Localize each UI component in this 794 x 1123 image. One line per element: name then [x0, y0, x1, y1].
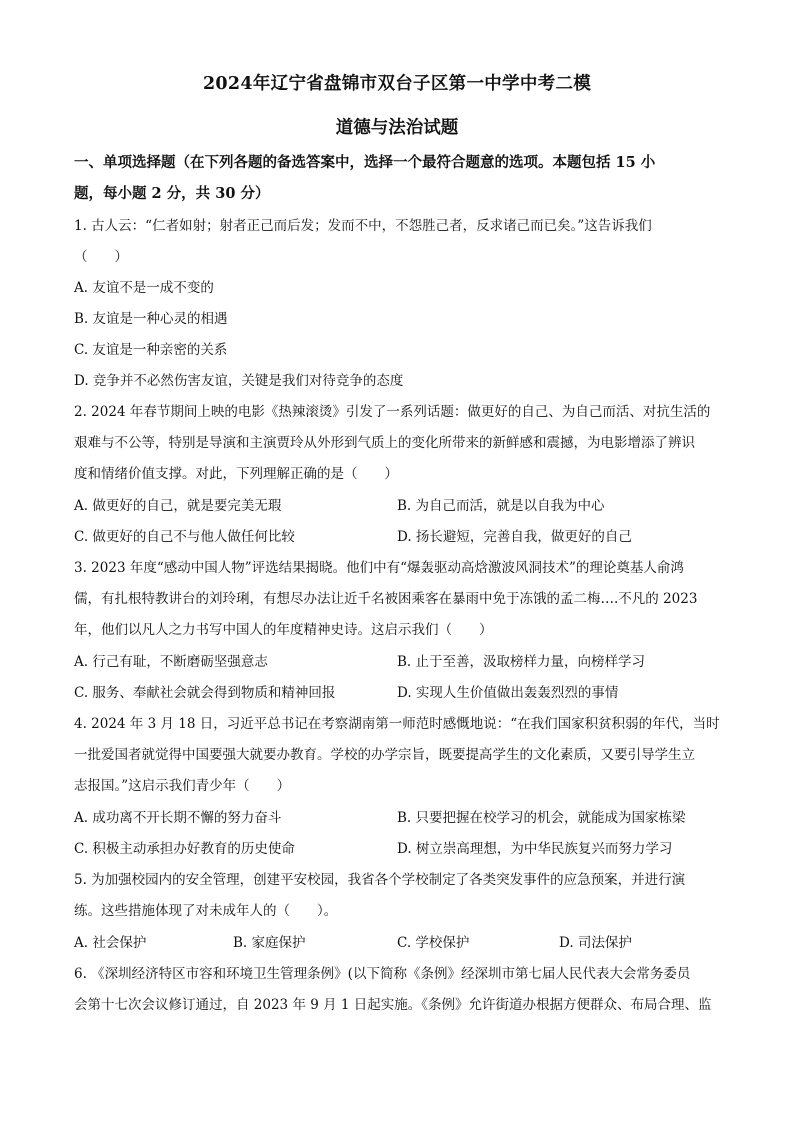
question-3-stem: 年，他们以凡人之力书写中国人的年度精神史诗。这启示我们（ ）	[74, 622, 493, 638]
question-5-stem: 练。这些措施体现了对未成年人的（ ）。	[74, 903, 338, 919]
question-4-stem: 一批爱国者就觉得中国要强大就要办教育。学校的办学宗旨，既要提高学生的文化素质，又要引导学生立	[74, 747, 695, 763]
question-5-option-c: C. 学校保护	[397, 935, 470, 951]
section-heading: 一、单项选择题（在下列各题的备选答案中，选择一个最符合题意的选项。本题包括 15 小	[74, 154, 656, 171]
question-3-option-d: D. 实现人生价值做出轰轰烈烈的事情	[397, 685, 619, 701]
question-4-stem: 4. 2024 年 3 月 18 日，习近平总书记在考察湖南第一师范时感慨地说：“在我们国家积贫积弱的年代，当时	[74, 716, 720, 732]
question-2-option-a: A. 做更好的自己，就是要完美无瑕	[74, 498, 282, 514]
question-4-stem: 志报国。”这启示我们青少年（ ）	[74, 778, 291, 794]
question-6-stem: 会第十七次会议修订通过，自 2023 年 9 月 1 日起实施。《条例》允许街道办根据方便群众、布局合理、监	[74, 997, 712, 1013]
question-4-option-d: D. 树立崇高理想，为中华民族复兴而努力学习	[397, 841, 673, 857]
question-6-stem: 6. 《深圳经济特区市容和环境卫生管理条例》(以下简称《条例》经深圳市第七届人民代表大会常务委员	[74, 966, 691, 982]
question-1-option-a: A. 友谊不是一成不变的	[74, 280, 214, 296]
question-3-stem: 3. 2023 年度“感动中国人物”评选结果揭晓。他们中有“爆轰驱动高焓激波风洞技术”的理论奠基人俞鸿	[74, 560, 684, 576]
section-heading-cont: 题，每小题 2 分，共 30 分）	[74, 185, 270, 202]
question-3-option-c: C. 服务、奉献社会就会得到物质和精神回报	[74, 685, 336, 701]
question-1-stem: （ ）	[74, 249, 128, 265]
page-title: 2024年辽宁省盘锦市双台子区第一中学中考二模	[202, 74, 592, 94]
question-1-option-b: B. 友谊是一种心灵的相遇	[74, 311, 228, 327]
question-2-option-b: B. 为自己而活，就是以自我为中心	[397, 498, 605, 514]
question-1-stem: 1. 古人云：“仁者如射；射者正己而后发；发而不中，不怨胜己者，反求诸己而已矣。”这告诉我们	[74, 218, 652, 234]
page-subtitle: 道德与法治试题	[335, 118, 459, 138]
question-5-stem: 5. 为加强校园内的安全管理，创建平安校园，我省各个学校制定了各类突发事件的应急预案，并进行演	[74, 872, 686, 888]
question-5-option-b: B. 家庭保护	[233, 935, 306, 951]
question-4-option-a: A. 成功离不开长期不懈的努力奋斗	[74, 810, 282, 826]
question-5-option-d: D. 司法保护	[559, 935, 632, 951]
question-2-option-c: C. 做更好的自己不与他人做任何比较	[74, 529, 295, 545]
question-1-option-c: C. 友谊是一种亲密的关系	[74, 342, 228, 358]
question-3-stem: 儒，有扎根特教讲台的刘玲琍，有想尽办法让近千名被困乘客在暴雨中免于冻饿的孟二梅….不凡的 2023	[74, 591, 698, 607]
question-2-stem: 2. 2024 年春节期间上映的电影《热辣滚烫》引发了一系列话题：做更好的自己、为自己而活、对抗生活的	[74, 404, 711, 420]
question-1-option-d: D. 竞争并不必然伤害友谊，关键是我们对待竞争的态度	[74, 373, 404, 389]
question-3-option-b: B. 止于至善，汲取榜样力量，向榜样学习	[397, 654, 646, 670]
question-2-option-d: D. 扬长避短，完善自我，做更好的自己	[397, 529, 632, 545]
question-3-option-a: A. 行己有耻，不断磨砺坚强意志	[74, 654, 268, 670]
question-5-option-a: A. 社会保护	[74, 935, 147, 951]
question-4-option-b: B. 只要把握在校学习的机会，就能成为国家栋梁	[397, 810, 686, 826]
question-2-stem: 艰难与不公等，特别是导演和主演贾玲从外形到气质上的变化所带来的新鲜感和震撼，为电影增添了辨识	[74, 435, 695, 451]
question-2-stem: 度和情绪价值支撑。对此，下列理解正确的是（ ）	[74, 466, 398, 482]
question-4-option-c: C. 积极主动承担办好教育的历史使命	[74, 841, 295, 857]
